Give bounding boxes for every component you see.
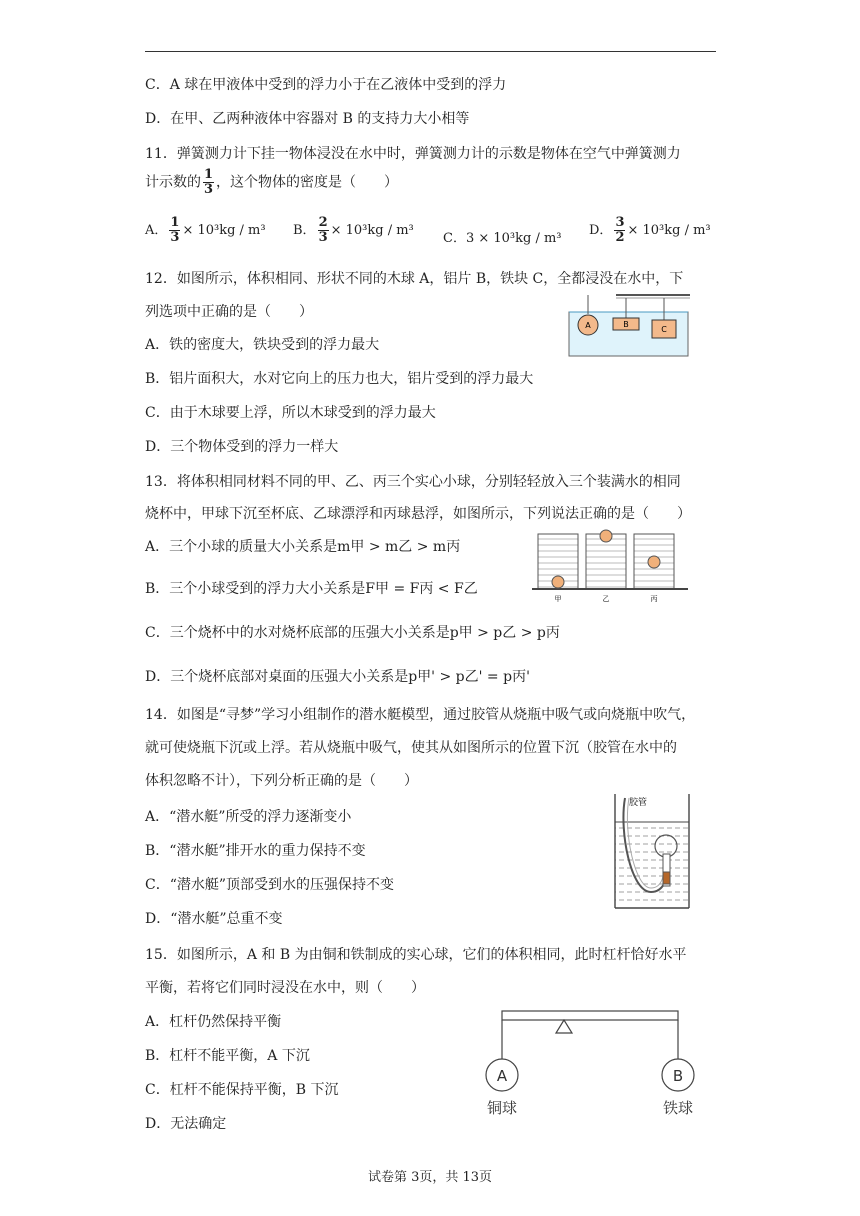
q15-option-b: B．杠杆不能平衡，A 下沉 (145, 1048, 310, 1064)
q13-fig-label-jia: 甲 (554, 595, 562, 603)
q15-stem-line2: 平衡，若将它们同时浸没在水中，则（ ） (145, 980, 425, 996)
q12-stem-line2: 列选项中正确的是（ ） (145, 304, 313, 320)
q11-option-c: C．3 × 10³kg / m³ (443, 231, 562, 246)
q13-stem-line2: 烧杯中，甲球下沉至杯底、乙球漂浮和丙球悬浮，如图所示，下列说法正确的是（ ） (145, 506, 691, 522)
q11-text-b: ，这个物体的密度是（ ） (216, 174, 399, 191)
q10-option-c: C．A 球在甲液体中受到的浮力小于在乙液体中受到的浮力 (145, 77, 507, 93)
q14-stem-line1: 14．如图是“寻梦”学习小组制作的潜水艇模型，通过胶管从烧瓶中吸气或向烧瓶中吹气， (145, 707, 696, 723)
q14-stem-line3: 体积忽略不计），下列分析正确的是（ ） (145, 773, 418, 789)
q14-fig-label-tube: 胶管 (629, 798, 648, 808)
q14-option-a: A．“潜水艇”所受的浮力逐渐变小 (145, 809, 352, 825)
q13-option-c: C．三个烧杯中的水对烧杯底部的压强大小关系是p甲 > p乙 > p丙 (145, 625, 560, 641)
q13-option-a: A．三个小球的质量大小关系是m甲 > m乙 > m丙 (145, 539, 461, 555)
q12-fig-label-b: B (623, 320, 629, 329)
q12-option-a: A．铁的密度大，铁块受到的浮力最大 (145, 337, 380, 353)
q11-fraction: $\frac{1}{3}$ (204, 167, 214, 197)
q12-option-c: C．由于木球要上浮，所以木球受到的浮力最大 (145, 405, 436, 421)
q15-fig-label-copper: 铜球 (486, 1099, 518, 1117)
q15-fig-label-b: B (672, 1067, 684, 1085)
q14-figure (611, 792, 693, 910)
q14-option-b: B．“潜水艇”排开水的重力保持不变 (145, 843, 366, 859)
page-footer: 试卷第 3页，共 13页 (367, 1170, 493, 1185)
q12-stem-line1: 12．如图所示，体积相同、形状不同的木球 A，铝片 B，铁块 C，全都浸没在水中，下 (145, 271, 684, 287)
q11-option-a: A． $\frac{1}{3}$ × 10³kg / m³ (145, 215, 266, 245)
q11-stem-line1: 11．弹簧测力计下挂一物体浸没在水中时，弹簧测力计的示数是物体在空气中弹簧测力 (145, 146, 681, 162)
q15-figure (476, 1005, 706, 1120)
q13-figure (528, 524, 693, 604)
q12-fig-label-a: A (585, 321, 591, 330)
q11-text-a: 计示数的 (145, 174, 201, 191)
q13-option-d: D．三个烧杯底部对桌面的压强大小关系是p甲' > p乙' = p丙' (145, 669, 530, 685)
q15-option-a: A．杠杆仍然保持平衡 (145, 1014, 282, 1030)
q11-option-b: B． $\frac{2}{3}$ × 10³kg / m³ (293, 215, 414, 245)
q12-option-d: D．三个物体受到的浮力一样大 (145, 439, 339, 455)
q13-option-b: B．三个小球受到的浮力大小关系是F甲 = F丙 < F乙 (145, 581, 478, 597)
q11-option-d: D． $\frac{3}{2}$ × 10³kg / m³ (589, 215, 711, 245)
q13-fig-label-bing: 丙 (650, 595, 658, 603)
q13-stem-line1: 13．将体积相同材料不同的甲、乙、丙三个实心小球，分别轻轻放入三个装满水的相同 (145, 474, 681, 490)
q12-option-b: B．铝片面积大，水对它向上的压力也大，铝片受到的浮力最大 (145, 371, 534, 387)
q11-stem-line2 (145, 168, 398, 197)
q14-option-d: D．“潜水艇”总重不变 (145, 911, 283, 927)
q10-option-d: D．在甲、乙两种液体中容器对 B 的支持力大小相等 (145, 111, 470, 127)
q12-figure (566, 292, 690, 358)
q15-fig-label-a: A (496, 1067, 508, 1085)
q12-fig-label-c: C (661, 325, 667, 334)
q15-option-c: C．杠杆不能保持平衡，B 下沉 (145, 1082, 339, 1098)
q15-option-d: D．无法确定 (145, 1116, 227, 1132)
header-rule (145, 51, 716, 52)
q15-stem-line1: 15．如图所示，A 和 B 为由铜和铁制成的实心球，它们的体积相同，此时杠杆恰好水平 (145, 947, 687, 963)
q13-fig-label-yi: 乙 (602, 595, 610, 603)
q15-fig-label-iron: 铁球 (662, 1099, 694, 1117)
q14-stem-line2: 就可使烧瓶下沉或上浮。若从烧瓶中吸气，使其从如图所示的位置下沉（胶管在水中的 (145, 740, 677, 756)
q14-option-c: C．“潜水艇”顶部受到水的压强保持不变 (145, 877, 395, 893)
